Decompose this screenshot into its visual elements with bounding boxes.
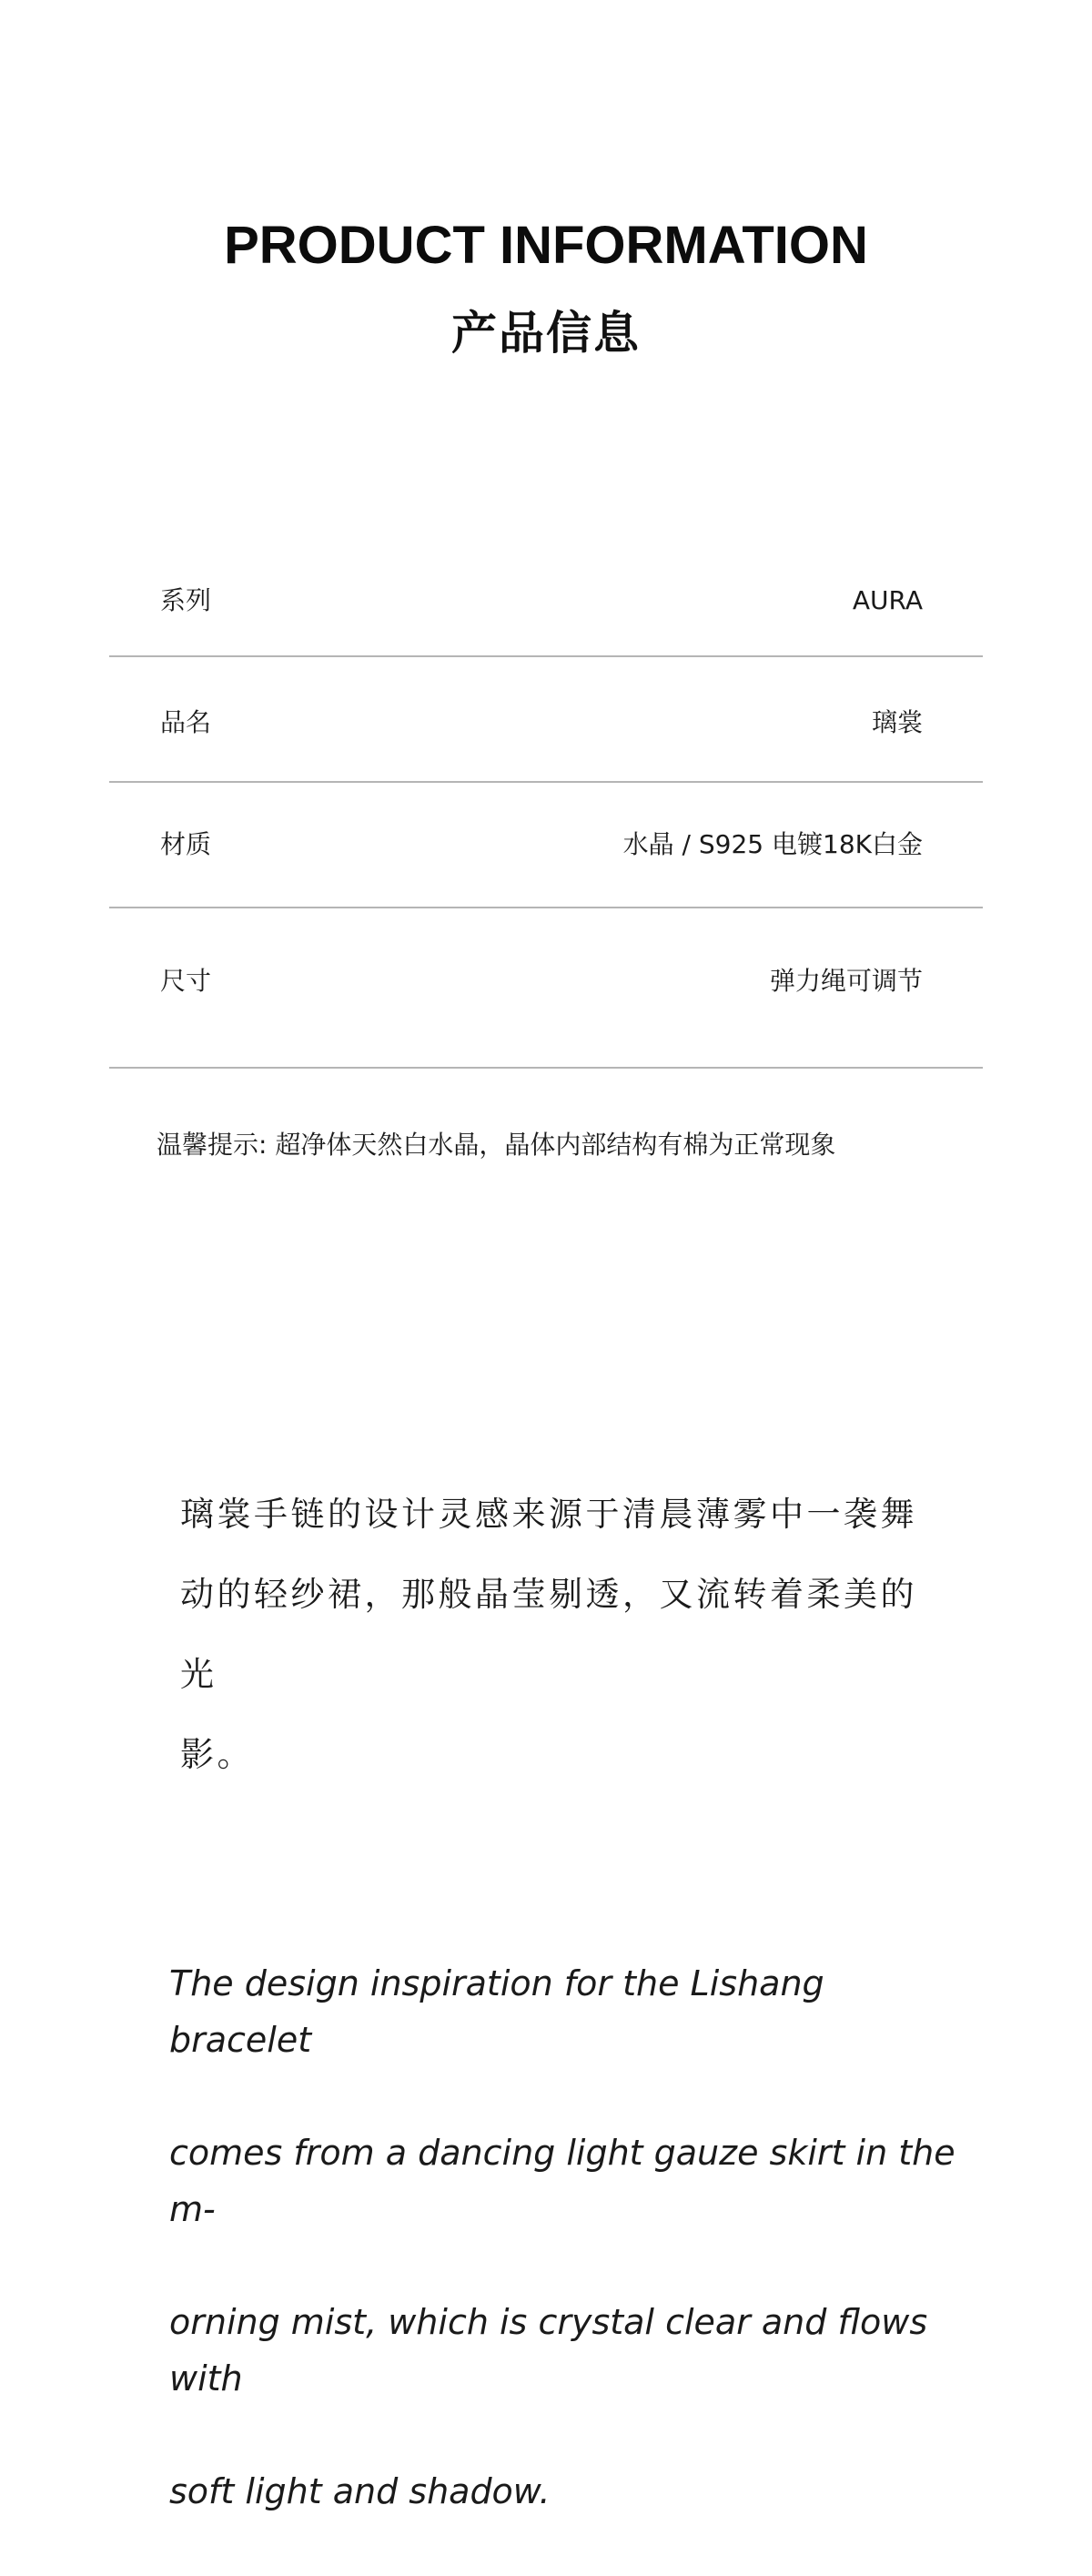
spec-label: 材质 <box>160 829 212 859</box>
description-en-line: orning mist, which is crystal clear and flows with <box>169 2302 928 2399</box>
spec-divider <box>109 655 983 657</box>
description-en <box>169 1899 970 2576</box>
spec-label: 尺寸 <box>160 966 212 996</box>
description-en-line: soft light and shadow. <box>169 2471 551 2511</box>
description-en-line: comes from a dancing light gauze skirt in the m- <box>169 2133 956 2229</box>
description-zh <box>180 1475 954 1795</box>
spec-value: 璃裳 <box>871 707 923 737</box>
spec-value: AURA <box>852 585 923 615</box>
spec-divider <box>109 1067 983 1069</box>
spec-label: 品名 <box>160 707 212 737</box>
spec-value: 水晶 / S925 电镀18K白金 <box>622 829 923 859</box>
spec-value: 弹力绳可调节 <box>769 966 923 996</box>
care-notice: 温馨提示: 超净体天然白水晶，晶体内部结构有棉为正常现象 <box>157 1130 836 1160</box>
page-title-en: PRODUCT INFORMATION <box>224 216 868 275</box>
page-title-zh: 产品信息 <box>451 307 641 360</box>
description-en-line: The design inspiration for the Lishang bracelet <box>169 1963 824 2060</box>
spec-label: 系列 <box>160 585 212 615</box>
description-zh-line: 动的轻纱裙，那般晶莹剔透，又流转着柔美的光 <box>180 1575 917 1694</box>
description-zh-line: 影。 <box>180 1735 254 1774</box>
spec-divider <box>109 781 983 783</box>
spec-divider <box>109 907 983 908</box>
description-zh-line: 璃裳手链的设计灵感来源于清晨薄雾中一袭舞 <box>180 1495 917 1534</box>
